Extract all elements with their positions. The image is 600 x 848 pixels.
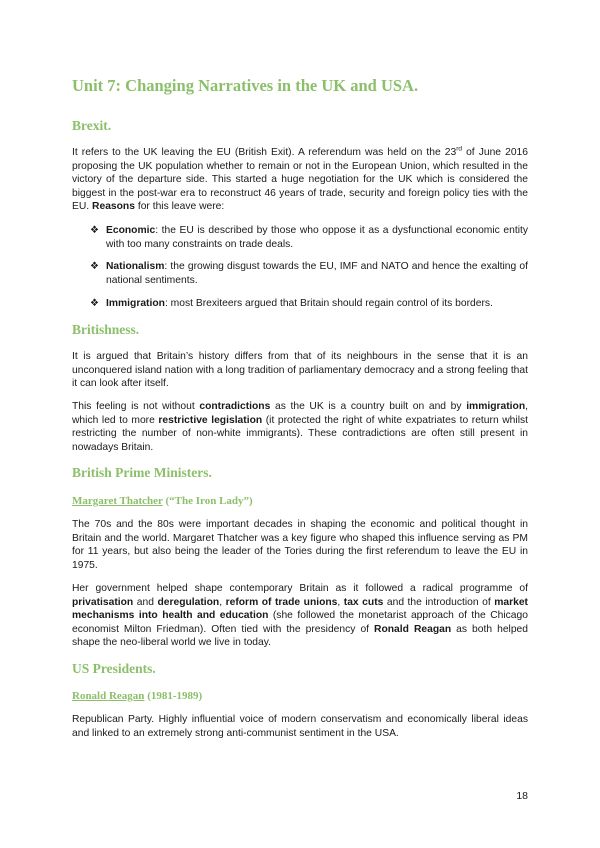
diamond-bullet-icon: ❖ — [90, 261, 99, 272]
bullet-nationalism: ❖ Nationalism: the growing disgust towards the EU, IMF and NATO and hence the exalting of national sentiments. — [90, 261, 528, 286]
diamond-bullet-icon: ❖ — [90, 298, 99, 309]
page-number: 18 — [516, 790, 528, 802]
page-title: Unit 7: Changing Narratives in the UK and USA. — [72, 76, 419, 95]
thatcher-paragraph-1: The 70s and the 80s were important decades in shaping the economic and political thought in Britain and the world. Margaret Thatcher was a key figure who shaped this influence serving as PM for 11 years, but also being the leader of the Tories during the first referendum to leave the EU in 1975. — [72, 519, 528, 571]
thatcher-subheading: Margaret Thatcher (“The Iron Lady”) — [72, 495, 253, 507]
brexit-heading: Brexit. — [72, 118, 112, 133]
diamond-bullet-icon: ❖ — [90, 225, 99, 236]
us-presidents-heading: US Presidents. — [72, 661, 156, 676]
brexit-intro: It refers to the UK leaving the EU (British Exit). A referendum was held on the 23rd of June 2016 proposing the UK population whether to remain or not in the European Union, which resulted in the victory of the departure side. This started a huge negotiation for the UK which is considered the biggest in the post-war era to reconstruct 46 years of trade, security and foreign policy ties with the EU. Reasons for this leave were: — [72, 145, 528, 213]
reagan-paragraph: Republican Party. Highly influential voice of modern conservatism and economically liberal ideas and linked to an extremely strong anti-communist sentiment in the USA. — [72, 714, 528, 739]
britishness-paragraph-2: This feeling is not without contradictions as the UK is a country built on and by immigration, which led to more restrictive legislation (it protected the right of white expatriates to return whilst restricting the number of non-white immigrants). These contradictions are often still present in nowadays Britain. — [72, 401, 528, 453]
britishness-paragraph-1: It is argued that Britain’s history differs from that of its neighbours in the sense that it is an unconquered island nation with a long tradition of parliamentary democracy and a strong feeling that it can look after itself. — [72, 351, 528, 390]
bullet-economic: ❖ Economic: the EU is described by those who oppose it as a dysfunctional economic entity with too many constraints on trade deals. — [90, 225, 528, 250]
britishness-heading: Britishness. — [72, 322, 140, 337]
prime-ministers-heading: British Prime Ministers. — [72, 465, 212, 480]
bullet-immigration: ❖ Immigration: most Brexiteers argued that Britain should regain control of its borders. — [90, 298, 493, 309]
thatcher-paragraph-2: Her government helped shape contemporary Britain as it followed a radical programme of privatisation and deregulation, reform of trade unions, tax cuts and the introduction of market mechanisms into health and education (she followed the monetarist approach of the Chicago economist Milton Friedman). Often tied with the presidency of Ronald Reagan as both helped shape the neo-liberal world we live in today. — [72, 583, 529, 649]
reagan-subheading: Ronald Reagan (1981-1989) — [72, 690, 203, 702]
